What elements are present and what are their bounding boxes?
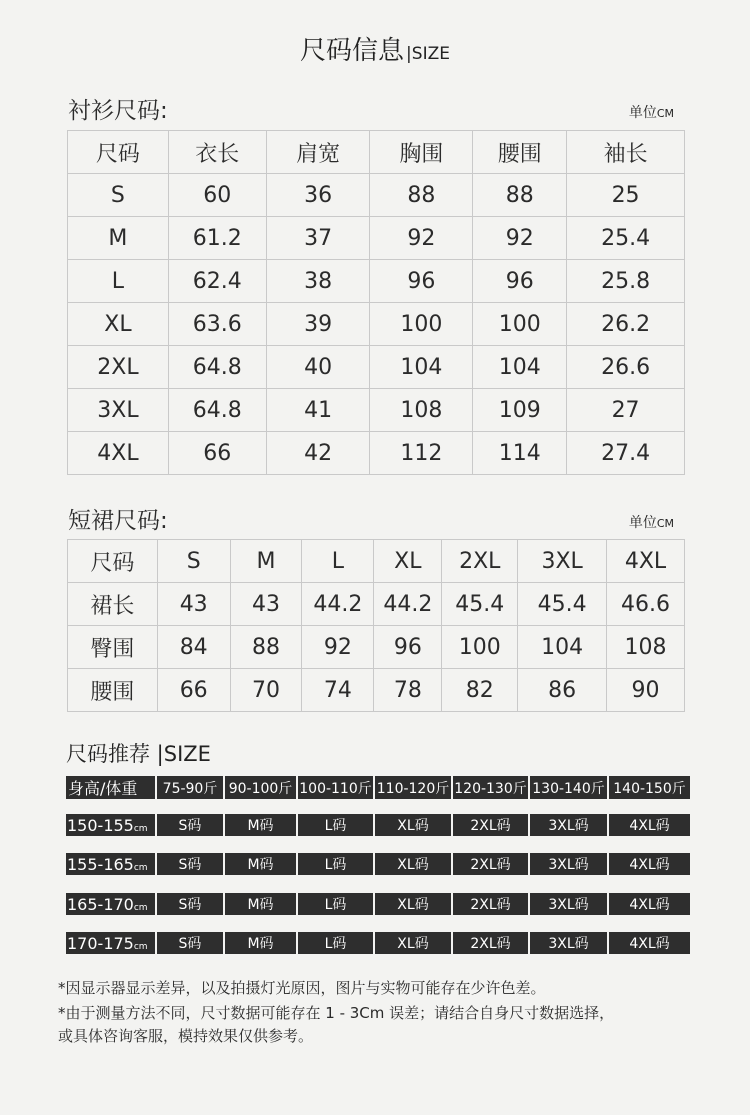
shirt-header-cell: 胸围 <box>370 131 473 174</box>
shirt-cell: 61.2 <box>168 217 266 260</box>
recommend-size-cell: 4XL码 <box>609 853 690 875</box>
recommend-weight-cell: 100-110斤 <box>298 776 375 799</box>
recommend-size-cell: L码 <box>298 893 375 915</box>
shirt-cell: 40 <box>266 346 370 389</box>
recommend-height-cell <box>66 853 157 875</box>
skirt-cell: 45.4 <box>518 583 607 626</box>
shirt-cell: 96 <box>370 260 473 303</box>
recommend-size-cell: L码 <box>298 853 375 875</box>
skirt-cell: 45.4 <box>442 583 518 626</box>
recommend-height-value: 170-175 <box>67 933 134 953</box>
recommend-size-cell: 3XL码 <box>530 932 609 954</box>
recommend-size-cell: 2XL码 <box>453 893 530 915</box>
shirt-header-cell: 袖长 <box>567 131 685 174</box>
skirt-cell: 74 <box>302 669 374 712</box>
recommend-size-cell: S码 <box>157 814 225 836</box>
shirt-cell: 88 <box>370 174 473 217</box>
shirt-cell: 27 <box>567 389 685 432</box>
shirt-size-row <box>68 432 685 475</box>
shirt-cell: 41 <box>266 389 370 432</box>
recommend-header-row <box>66 776 690 799</box>
shirt-section-title: 衬衫尺码: <box>68 98 168 124</box>
recommend-row <box>66 814 690 836</box>
shirt-cell: 66 <box>168 432 266 475</box>
recommend-row <box>66 893 690 915</box>
skirt-header-cell: 2XL <box>442 540 518 583</box>
skirt-cell: 腰围 <box>68 669 158 712</box>
shirt-size-row <box>68 174 685 217</box>
shirt-unit-text: 单位 <box>628 105 657 121</box>
shirt-cell: 60 <box>168 174 266 217</box>
skirt-measure-row <box>68 669 685 712</box>
recommend-size-cell: 3XL码 <box>530 893 609 915</box>
shirt-cell: L <box>68 260 169 303</box>
recommend-size-cell: L码 <box>298 814 375 836</box>
recommend-height-value: 155-165 <box>67 854 134 874</box>
shirt-unit-label <box>629 102 674 122</box>
skirt-cell: 43 <box>157 583 230 626</box>
recommend-height-cell <box>66 932 157 954</box>
recommend-header-label: 身高/体重 <box>66 776 157 799</box>
shirt-cell: 114 <box>473 432 567 475</box>
skirt-cell: 88 <box>230 626 302 669</box>
shirt-cell: 25 <box>567 174 685 217</box>
shirt-size-table <box>67 130 685 475</box>
recommend-height-cell <box>66 893 157 915</box>
skirt-cell: 104 <box>518 626 607 669</box>
recommend-weight-cell: 90-100斤 <box>225 776 298 799</box>
recommend-size-cell: S码 <box>157 932 225 954</box>
recommend-size-cell: XL码 <box>375 853 453 875</box>
recommend-size-cell: XL码 <box>375 932 453 954</box>
skirt-header-cell: L <box>302 540 374 583</box>
skirt-cell: 46.6 <box>607 583 685 626</box>
recommend-height-unit: cm <box>133 862 148 873</box>
shirt-cell: 2XL <box>68 346 169 389</box>
recommend-size-cell: 2XL码 <box>453 853 530 875</box>
recommend-weight-cell: 140-150斤 <box>609 776 690 799</box>
skirt-cell: 44.2 <box>374 583 442 626</box>
skirt-cell: 100 <box>442 626 518 669</box>
skirt-cell: 90 <box>607 669 685 712</box>
recommend-size-cell: M码 <box>225 932 298 954</box>
shirt-size-row <box>68 303 685 346</box>
skirt-cell: 86 <box>518 669 607 712</box>
shirt-cell: 38 <box>266 260 370 303</box>
shirt-cell: 26.6 <box>567 346 685 389</box>
skirt-cell: 44.2 <box>302 583 374 626</box>
recommend-weight-cell: 110-120斤 <box>375 776 453 799</box>
page-title <box>0 30 750 67</box>
shirt-cell: 36 <box>266 174 370 217</box>
shirt-cell: 112 <box>370 432 473 475</box>
skirt-size-table <box>67 539 685 712</box>
shirt-cell: 88 <box>473 174 567 217</box>
skirt-header-cell: XL <box>374 540 442 583</box>
shirt-cell: 42 <box>266 432 370 475</box>
shirt-cell: 104 <box>370 346 473 389</box>
shirt-cell: S <box>68 174 169 217</box>
shirt-header-cell: 尺码 <box>68 131 169 174</box>
recommend-row <box>66 932 690 954</box>
skirt-cell: 臀围 <box>68 626 158 669</box>
page-title-sub: |SIZE <box>406 44 450 64</box>
shirt-unit-small: CM <box>656 107 674 120</box>
shirt-size-row <box>68 346 685 389</box>
skirt-section-title: 短裙尺码: <box>68 508 168 534</box>
note-color-difference: *因显示器显示差异，以及拍摄灯光原因，图片与实物可能存在少许色差。 <box>58 979 546 997</box>
skirt-unit-label <box>629 512 674 532</box>
skirt-cell: 78 <box>374 669 442 712</box>
recommend-row <box>66 853 690 875</box>
shirt-cell: 96 <box>473 260 567 303</box>
shirt-size-row <box>68 260 685 303</box>
recommend-size-cell: XL码 <box>375 893 453 915</box>
skirt-header-cell: 4XL <box>607 540 685 583</box>
shirt-header-cell: 腰围 <box>473 131 567 174</box>
shirt-header-cell: 肩宽 <box>266 131 370 174</box>
note-consult-service: 或具体咨询客服，模持效果仅供参考。 <box>58 1027 314 1045</box>
recommend-size-cell: S码 <box>157 853 225 875</box>
shirt-cell: 100 <box>473 303 567 346</box>
skirt-cell: 108 <box>607 626 685 669</box>
shirt-cell: 4XL <box>68 432 169 475</box>
skirt-header-cell: 3XL <box>518 540 607 583</box>
recommend-size-cell: L码 <box>298 932 375 954</box>
note-measurement-error: *由于测量方法不同，尺寸数据可能存在 1 - 3Cm 误差；请结合自身尺寸数据选择， <box>58 1004 615 1022</box>
shirt-cell: 109 <box>473 389 567 432</box>
recommend-size-cell: 2XL码 <box>453 932 530 954</box>
shirt-cell: 25.4 <box>567 217 685 260</box>
recommend-size-cell: M码 <box>225 853 298 875</box>
recommend-size-cell: M码 <box>225 893 298 915</box>
shirt-cell: 63.6 <box>168 303 266 346</box>
skirt-header-cell: M <box>230 540 302 583</box>
recommend-size-cell: 4XL码 <box>609 932 690 954</box>
recommend-size-cell: 3XL码 <box>530 814 609 836</box>
shirt-header-cell: 衣长 <box>168 131 266 174</box>
shirt-cell: 26.2 <box>567 303 685 346</box>
skirt-header-row <box>68 540 685 583</box>
skirt-header-cell: 尺码 <box>68 540 158 583</box>
skirt-cell: 84 <box>157 626 230 669</box>
shirt-cell: 39 <box>266 303 370 346</box>
shirt-cell: 27.4 <box>567 432 685 475</box>
skirt-cell: 92 <box>302 626 374 669</box>
skirt-header-cell: S <box>157 540 230 583</box>
shirt-cell: 62.4 <box>168 260 266 303</box>
skirt-cell: 96 <box>374 626 442 669</box>
shirt-cell: 92 <box>370 217 473 260</box>
shirt-size-row <box>68 217 685 260</box>
shirt-size-row <box>68 389 685 432</box>
shirt-cell: 64.8 <box>168 389 266 432</box>
skirt-cell: 70 <box>230 669 302 712</box>
shirt-header-row <box>68 131 685 174</box>
shirt-cell: M <box>68 217 169 260</box>
shirt-cell: 64.8 <box>168 346 266 389</box>
recommend-size-cell: 4XL码 <box>609 814 690 836</box>
shirt-cell: 108 <box>370 389 473 432</box>
page-title-main: 尺码信息 <box>300 36 405 66</box>
shirt-cell: 37 <box>266 217 370 260</box>
recommend-size-cell: 2XL码 <box>453 814 530 836</box>
skirt-cell: 82 <box>442 669 518 712</box>
skirt-cell: 裙长 <box>68 583 158 626</box>
shirt-cell: 104 <box>473 346 567 389</box>
recommend-weight-cell: 75-90斤 <box>157 776 225 799</box>
recommend-height-cell <box>66 814 157 836</box>
recommend-size-cell: M码 <box>225 814 298 836</box>
shirt-cell: 25.8 <box>567 260 685 303</box>
recommend-height-unit: cm <box>133 823 148 834</box>
recommend-weight-cell: 130-140斤 <box>530 776 609 799</box>
recommend-size-cell: 4XL码 <box>609 893 690 915</box>
recommend-size-cell: S码 <box>157 893 225 915</box>
recommend-height-value: 150-155 <box>67 815 134 835</box>
skirt-cell: 66 <box>157 669 230 712</box>
recommend-size-cell: 3XL码 <box>530 853 609 875</box>
recommend-height-unit: cm <box>133 902 148 913</box>
shirt-cell: 92 <box>473 217 567 260</box>
recommend-size-cell: XL码 <box>375 814 453 836</box>
shirt-cell: 100 <box>370 303 473 346</box>
recommend-weight-cell: 120-130斤 <box>453 776 530 799</box>
skirt-cell: 43 <box>230 583 302 626</box>
recommend-title: 尺码推荐 |SIZE <box>66 742 211 766</box>
skirt-measure-row <box>68 626 685 669</box>
skirt-unit-small: CM <box>656 517 674 530</box>
shirt-cell: 3XL <box>68 389 169 432</box>
skirt-unit-text: 单位 <box>628 515 657 531</box>
recommend-height-value: 165-170 <box>67 894 134 914</box>
skirt-measure-row <box>68 583 685 626</box>
shirt-cell: XL <box>68 303 169 346</box>
recommend-height-unit: cm <box>133 941 148 952</box>
